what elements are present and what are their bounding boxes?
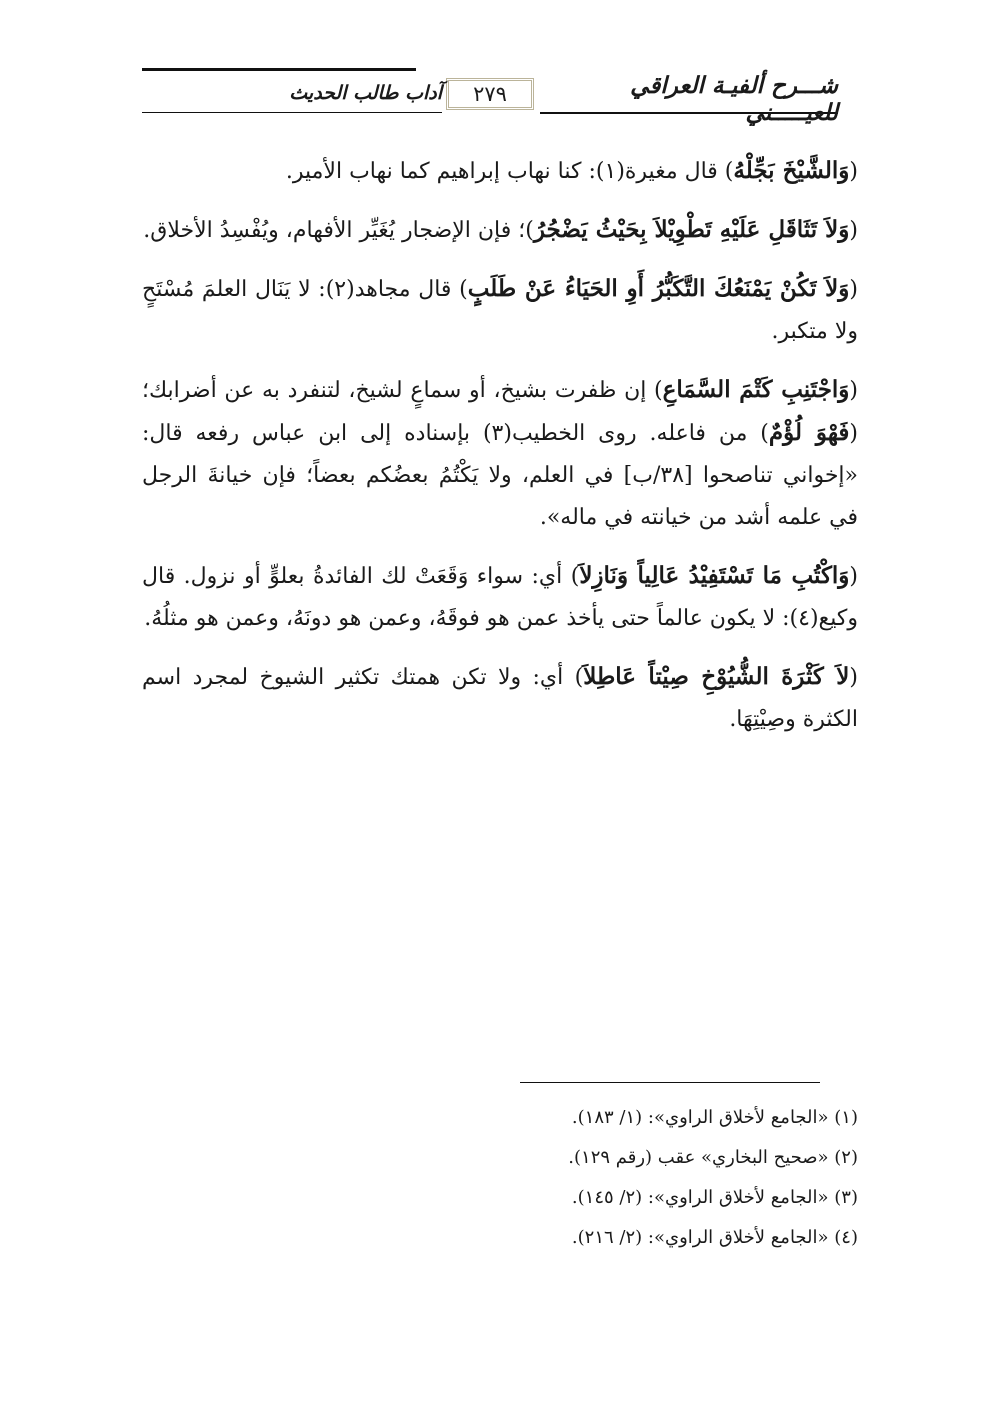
paragraph: (وَلاَ تَثَاقَلِ عَلَيْهِ تَطْوِيْلاَ بِحَيْثُ يَضْجُرُ)؛ فإن الإضجار يُغَيِّر الأفهام، ويُفْسِدُ الأخلاق. [143, 216, 858, 243]
header-rule-top [142, 68, 416, 71]
page-header [142, 68, 838, 126]
commentary: من فاعله. روى الخطيب(٣) بإسناده إلى ابن عباس رفعه قال: «إخواني تناصحوا [٣٨/ب] في العلم، ولا يَكْتُمُ بعضُكم بعضاً؛ فإن خيانةَ الرجل في علمه أشد من خيانته في ماله». [142, 421, 858, 530]
paragraph: (وَاكْتُبِ مَا تَسْتَفِيْدُ عَالِياً وَنَازِلاَ) أي: سواء وَقَعَتْ لك الفائدةُ بعلوٍّ أو نزول. قال وكيع(٤): لا يكون عالماً حتى يأخذ عمن هو فوقَهُ، وعمن هو دونَهُ، وعمن هو مثلُهُ. [142, 562, 859, 631]
commentary: ؛ فإن الإضجار يُغَيِّر الأفهام، ويُفْسِدُ الأخلاق. [143, 218, 526, 243]
book-title: شـــرح ألفيـة العراقي للعيـــــني [630, 72, 838, 126]
main-text [142, 150, 858, 757]
commentary: أي: ولا تكن همتك تكثير الشيوخ لمجرد اسم الكثرة وصِيْتِهَا. [142, 665, 858, 732]
header-rule-bottom-left [142, 112, 442, 113]
footnote: (١) «الجامع لأخلاق الراوي»: (١/ ١٨٣). [571, 1107, 858, 1128]
verse-quote: وَلاَ تَكُنْ يَمْنَعُكَ التَّكَبُّرُ أَوِ الحَيَاءُ عَنْ طَلَبٍ [467, 275, 850, 302]
commentary: قال مجاهد(٢): لا يَنَال العلمَ مُسْتَحٍ ولا متكبر. [142, 277, 858, 344]
paragraph: (لاَ كَثْرَةَ الشُّيُوْخِ صِيْتاً عَاطِلاَ) أي: ولا تكن همتك تكثير الشيوخ لمجرد اسم الكثرة وصِيْتِهَا. [142, 663, 858, 732]
paragraph: (وَلاَ تَكُنْ يَمْنَعُكَ التَّكَبُّرُ أَوِ الحَيَاءُ عَنْ طَلَبٍ) قال مجاهد(٢): لا يَنَال العلمَ مُسْتَحٍ ولا متكبر. [142, 275, 858, 344]
footnote-separator [520, 1082, 820, 1083]
footnote: (٣) «الجامع لأخلاق الراوي»: (٢/ ١٤٥). [571, 1187, 858, 1208]
footnotes [142, 1098, 858, 1258]
verse-quote: وَلاَ تَثَاقَلِ عَلَيْهِ تَطْوِيْلاَ بِحَيْثُ يَضْجُرُ [533, 216, 850, 243]
verse-quote: وَاجْتَنِبِ كَتْمَ السَّمَاعِ [662, 376, 850, 403]
verse-quote: لاَ كَثْرَةَ الشُّيُوْخِ صِيْتاً عَاطِلاَ [583, 663, 850, 690]
footnote: (٢) «صحيح البخاري» عقب (رقم ١٢٩). [568, 1147, 858, 1168]
commentary: قال مغيرة(١): كنا نهاب إبراهيم كما نهاب الأمير. [285, 159, 725, 184]
chapter-title: آداب طالب الحديث [289, 82, 442, 104]
verse-quote: وَالشَّيْخَ بَجِّلْهُ [733, 157, 850, 184]
paragraph: (وَاجْتَنِبِ كَتْمَ السَّمَاعِ) إن ظفرت بشيخ، أو سماعٍ لشيخ، لتنفرد به عن أضرابك؛ (فَهْوَ لُؤْمٌ) من فاعله. روى الخطيب(٣) بإسناده إلى ابن عباس رفعه قال: «إخواني تناصحوا [٣٨/ب] في العلم، ولا يَكْتُمُ بعضُكم بعضاً؛ فإن خيانةَ الرجل في علمه أشد من خيانته في ماله». [142, 376, 859, 530]
verse-quote: فَهْوَ لُؤْمٌ [768, 419, 850, 446]
commentary: أي: سواء وَقَعَتْ لك الفائدةُ بعلوٍّ أو نزول. قال وكيع(٤): لا يكون عالماً حتى يأخذ عمن هو فوقَهُ، وعمن هو دونَهُ، وعمن هو مثلُهُ. [142, 564, 858, 631]
page-number: ٢٧٩ [446, 78, 534, 110]
footnote: (٤) «الجامع لأخلاق الراوي»: (٢/ ٢١٦). [571, 1227, 858, 1248]
paragraph: (وَالشَّيْخَ بَجِّلْهُ) قال مغيرة(١): كنا نهاب إبراهيم كما نهاب الأمير. [285, 157, 858, 184]
commentary: إن ظفرت بشيخ، أو سماعٍ لشيخ، لتنفرد به عن أضرابك؛ [142, 378, 655, 403]
verse-quote: وَاكْتُبِ مَا تَسْتَفِيْدُ عَالِياً وَنَازِلاَ [579, 562, 850, 589]
